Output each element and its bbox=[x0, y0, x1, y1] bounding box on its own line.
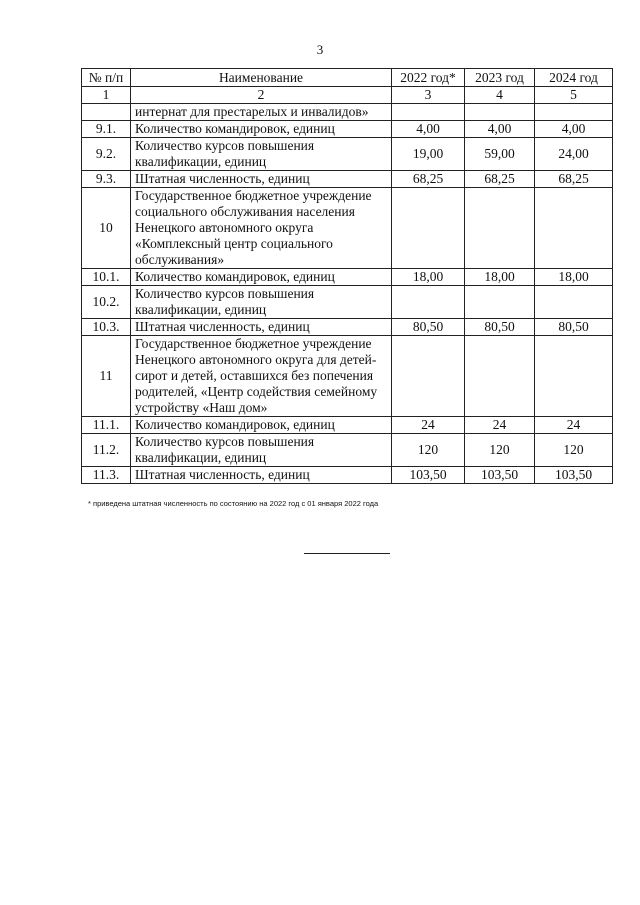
page-number: 3 bbox=[316, 42, 324, 57]
row-number-cell: 11.3. bbox=[82, 467, 131, 484]
row-name-cell: Штатная численность, единиц bbox=[131, 319, 392, 336]
row-2023-cell bbox=[465, 286, 535, 319]
row-2023-cell bbox=[465, 188, 535, 269]
row-2022-cell: 24 bbox=[392, 417, 465, 434]
column-number-row bbox=[82, 87, 613, 104]
row-2023-cell: 4,00 bbox=[465, 121, 535, 138]
row-2022-cell: 120 bbox=[392, 434, 465, 467]
header-2024: 2024 год bbox=[535, 69, 613, 87]
row-2024-cell bbox=[535, 286, 613, 319]
row-2023-cell bbox=[465, 336, 535, 417]
row-name-cell: Количество командировок, единиц bbox=[131, 121, 392, 138]
row-2024-cell bbox=[535, 336, 613, 417]
column-number: 4 bbox=[465, 87, 535, 104]
row-number-cell: 11 bbox=[82, 336, 131, 417]
row-2024-cell: 24,00 bbox=[535, 138, 613, 171]
row-2024-cell: 120 bbox=[535, 434, 613, 467]
header-name: Наименование bbox=[131, 69, 392, 87]
row-number-cell bbox=[82, 104, 131, 121]
row-name-cell: Количество курсов повышения квалификации, единиц bbox=[131, 286, 392, 319]
column-number: 2 bbox=[131, 87, 392, 104]
row-number-cell: 10.2. bbox=[82, 286, 131, 319]
table-row bbox=[82, 121, 613, 138]
table-row bbox=[82, 434, 613, 467]
row-number-cell: 10.3. bbox=[82, 319, 131, 336]
data-table bbox=[81, 68, 613, 484]
row-number-cell: 9.1. bbox=[82, 121, 131, 138]
table-row bbox=[82, 188, 613, 269]
row-2022-cell: 68,25 bbox=[392, 171, 465, 188]
row-2024-cell bbox=[535, 104, 613, 121]
table-row bbox=[82, 138, 613, 171]
end-divider-line bbox=[304, 553, 390, 554]
row-2024-cell: 4,00 bbox=[535, 121, 613, 138]
table-row bbox=[82, 286, 613, 319]
row-2022-cell: 80,50 bbox=[392, 319, 465, 336]
row-number-cell: 11.1. bbox=[82, 417, 131, 434]
row-number-cell: 9.3. bbox=[82, 171, 131, 188]
row-2023-cell: 18,00 bbox=[465, 269, 535, 286]
table-row bbox=[82, 336, 613, 417]
table-row bbox=[82, 417, 613, 434]
row-2024-cell bbox=[535, 188, 613, 269]
row-2023-cell bbox=[465, 104, 535, 121]
row-2022-cell: 18,00 bbox=[392, 269, 465, 286]
table-body bbox=[82, 104, 613, 484]
row-name-cell: Штатная численность, единиц bbox=[131, 467, 392, 484]
row-2022-cell bbox=[392, 286, 465, 319]
row-2024-cell: 24 bbox=[535, 417, 613, 434]
row-number-cell: 10 bbox=[82, 188, 131, 269]
table-header-row bbox=[82, 69, 613, 87]
row-2022-cell bbox=[392, 188, 465, 269]
column-number: 5 bbox=[535, 87, 613, 104]
row-name-cell: Количество командировок, единиц bbox=[131, 417, 392, 434]
column-number: 3 bbox=[392, 87, 465, 104]
header-2022: 2022 год* bbox=[392, 69, 465, 87]
row-2023-cell: 68,25 bbox=[465, 171, 535, 188]
column-number: 1 bbox=[82, 87, 131, 104]
row-2022-cell: 4,00 bbox=[392, 121, 465, 138]
row-2022-cell bbox=[392, 336, 465, 417]
row-name-cell: Количество курсов повышения квалификации, единиц bbox=[131, 138, 392, 171]
row-2023-cell: 103,50 bbox=[465, 467, 535, 484]
row-2023-cell: 80,50 bbox=[465, 319, 535, 336]
row-number-cell: 11.2. bbox=[82, 434, 131, 467]
row-2022-cell: 19,00 bbox=[392, 138, 465, 171]
row-2024-cell: 18,00 bbox=[535, 269, 613, 286]
row-number-cell: 10.1. bbox=[82, 269, 131, 286]
row-name-cell: Государственное бюджетное учреждение Ненецкого автономного округа для детей-сирот и детей, оставшихся без попечения родителей, «Центр содействия семейному устройству «Наш дом» bbox=[131, 336, 392, 417]
table-row bbox=[82, 269, 613, 286]
row-2024-cell: 103,50 bbox=[535, 467, 613, 484]
row-name-cell: интернат для престарелых и инвалидов» bbox=[131, 104, 392, 121]
footnote: * приведена штатная численность по состоянию на 2022 год с 01 января 2022 года bbox=[88, 499, 379, 508]
header-num: № п/п bbox=[82, 69, 131, 87]
row-2022-cell: 103,50 bbox=[392, 467, 465, 484]
row-2023-cell: 24 bbox=[465, 417, 535, 434]
table-row bbox=[82, 467, 613, 484]
table-row bbox=[82, 319, 613, 336]
row-name-cell: Государственное бюджетное учреждение социального обслуживания населения Ненецкого автономного округа «Комплексный центр социального обслуживания» bbox=[131, 188, 392, 269]
row-2023-cell: 120 bbox=[465, 434, 535, 467]
row-name-cell: Штатная численность, единиц bbox=[131, 171, 392, 188]
table-row bbox=[82, 171, 613, 188]
row-2023-cell: 59,00 bbox=[465, 138, 535, 171]
row-name-cell: Количество командировок, единиц bbox=[131, 269, 392, 286]
row-2024-cell: 68,25 bbox=[535, 171, 613, 188]
header-2023: 2023 год bbox=[465, 69, 535, 87]
row-2022-cell bbox=[392, 104, 465, 121]
table-row bbox=[82, 104, 613, 121]
row-2024-cell: 80,50 bbox=[535, 319, 613, 336]
row-number-cell: 9.2. bbox=[82, 138, 131, 171]
row-name-cell: Количество курсов повышения квалификации, единиц bbox=[131, 434, 392, 467]
